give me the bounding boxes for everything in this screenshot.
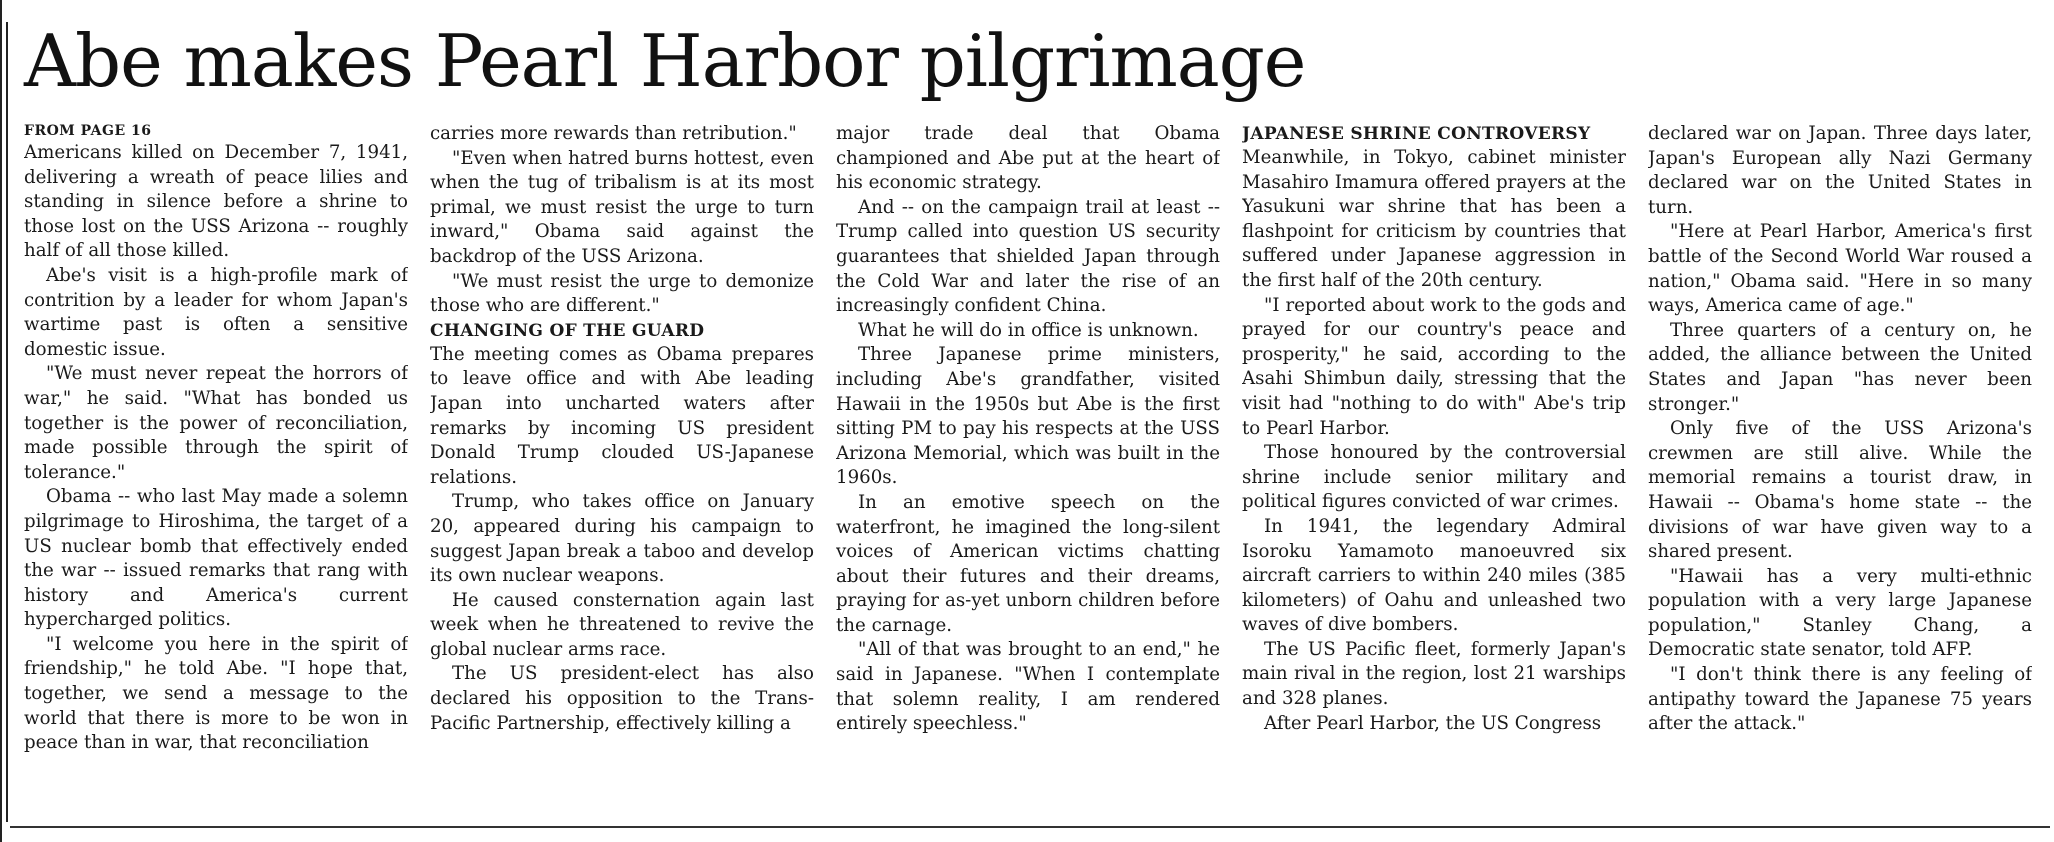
headline: Abe makes Pearl Harbor pilgrimage — [24, 19, 1306, 103]
subhead: JAPANESE SHRINE CONTROVERSY — [1242, 124, 1591, 144]
paragraph: Those honoured by the controversial shrine include senior military and political figures convicted of war crimes. — [1242, 442, 1626, 513]
column-5 — [1648, 122, 2032, 812]
left-border-rule — [6, 22, 8, 822]
article-columns — [24, 122, 2040, 812]
paragraph: Only five of the USS Arizona's crewmen are still alive. While the memorial remains a tourist draw, in Hawaii -- Obama's home state -- the divisions of war have given way to a shared present. — [1648, 418, 2032, 563]
paragraph: After Pearl Harbor, the US Congress — [1264, 712, 1602, 734]
paragraph: The meeting comes as Obama prepares to leave office and with Abe leading Japan into uncharted waters after remarks by incoming US president Donald Trump clouded US-Japanese relations. — [430, 343, 814, 488]
paragraph: "I don't think there is any feeling of antipathy toward the Japanese 75 years after the attack." — [1648, 664, 2032, 735]
paragraph: In an emotive speech on the waterfront, he imagined the long-silent voices of American victims chatting about their futures and their dreams, praying for as-yet unborn children before the carnage. — [836, 491, 1220, 636]
paragraph: declared war on Japan. Three days later, Japan's European ally Nazi Germany declared war on the United States in turn. — [1648, 123, 2032, 218]
paragraph: Three quarters of a century on, he added, the alliance between the United States and Japan "has never been stronger." — [1648, 319, 2032, 415]
paragraph: "We must resist the urge to demonize those who are different." — [430, 270, 814, 317]
paragraph: In 1941, the legendary Admiral Isoroku Yamamoto manoeuvred six aircraft carriers to within 240 miles (385 kilometers) of Oahu and unleashed two waves of dive bombers. — [1242, 515, 1626, 636]
column-4 — [1242, 122, 1626, 812]
paragraph: What he will do in office is unknown. — [858, 319, 1199, 341]
paragraph: "All of that was brought to an end," he said in Japanese. "When I contemplate that solemn reality, I am rendered entirely speechless." — [836, 639, 1220, 735]
subhead: CHANGING OF THE GUARD — [430, 320, 705, 341]
bottom-rule — [10, 826, 2050, 828]
column-3 — [836, 122, 1220, 812]
paragraph: And -- on the campaign trail at least -- Trump called into question US security guarantees that shielded Japan through the Cold War and later the rise of an increasingly confident China. — [836, 196, 1220, 317]
column-1 — [24, 122, 408, 812]
paragraph: Meanwhile, in Tokyo, cabinet minister Masahiro Imamura offered prayers at the Yasukuni war shrine that has been a flashpoint for criticism by countries that suffered under Japanese aggression in the first half of the 20th century. — [1242, 147, 1626, 291]
paragraph: Trump, who takes office on January 20, appeared during his campaign to suggest Japan break a taboo and develop its own nuclear weapons. — [430, 491, 814, 587]
paragraph: Americans killed on December 7, 1941, delivering a wreath of peace lilies and standing in silence before a shrine to those lost on the USS Arizona -- roughly half of all those killed. — [24, 142, 408, 262]
paragraph: Abe's visit is a high-profile mark of contrition by a leader for whom Japan's wartime past is often a sensitive domestic issue. — [24, 264, 408, 360]
paragraph: "I reported about work to the gods and prayed for our country's peace and prosperity," he said, according to the Asahi Shimbun daily, stressing that the visit had "nothing to do with" Abe's trip to Pearl Harbor. — [1242, 294, 1626, 439]
kicker: FROM PAGE 16 — [24, 123, 152, 139]
paragraph: major trade deal that Obama championed and Abe put at the heart of his economic strategy. — [836, 123, 1220, 194]
column-2 — [430, 122, 814, 812]
paragraph: "I welcome you here in the spirit of friendship," he told Abe. "I hope that, together, we send a message to the world that there is more to be won in peace than in war, that reconciliation — [24, 633, 408, 754]
paragraph: "Even when hatred burns hottest, even when the tug of tribalism is at its most primal, we must resist the urge to turn inward," Obama said against the backdrop of the USS Arizona. — [430, 147, 814, 267]
paragraph: "Hawaii has a very multi-ethnic population with a very large Japanese population," Stanley Chang, a Democratic state senator, told AFP. — [1648, 565, 2032, 661]
paragraph: carries more rewards than retribution." — [430, 123, 797, 144]
paragraph: "We must never repeat the horrors of war," he said. "What has bonded us together is the power of reconciliation, made possible through the spirit of tolerance." — [24, 363, 408, 483]
paragraph: Obama -- who last May made a solemn pilgrimage to Hiroshima, the target of a US nuclear bomb that effectively ended the war -- issued remarks that rang with history and America's current hypercharged politics. — [24, 486, 408, 631]
paragraph: The US Pacific fleet, formerly Japan's main rival in the region, lost 21 warships and 328 planes. — [1242, 638, 1626, 710]
paragraph: "Here at Pearl Harbor, America's first battle of the Second World War roused a nation," Obama said. "Here in so many ways, America came of age." — [1648, 221, 2032, 317]
paragraph: Three Japanese prime ministers, including Abe's grandfather, visited Hawaii in the 1950s but Abe is the first sitting PM to pay his respects at the USS Arizona Memorial, which was built in the 1960s. — [836, 344, 1220, 489]
paragraph: He caused consternation again last week when he threatened to revive the global nuclear arms race. — [430, 589, 814, 660]
paragraph: The US president-elect has also declared his opposition to the Trans-Pacific Partnership, effectively killing a — [430, 663, 814, 734]
